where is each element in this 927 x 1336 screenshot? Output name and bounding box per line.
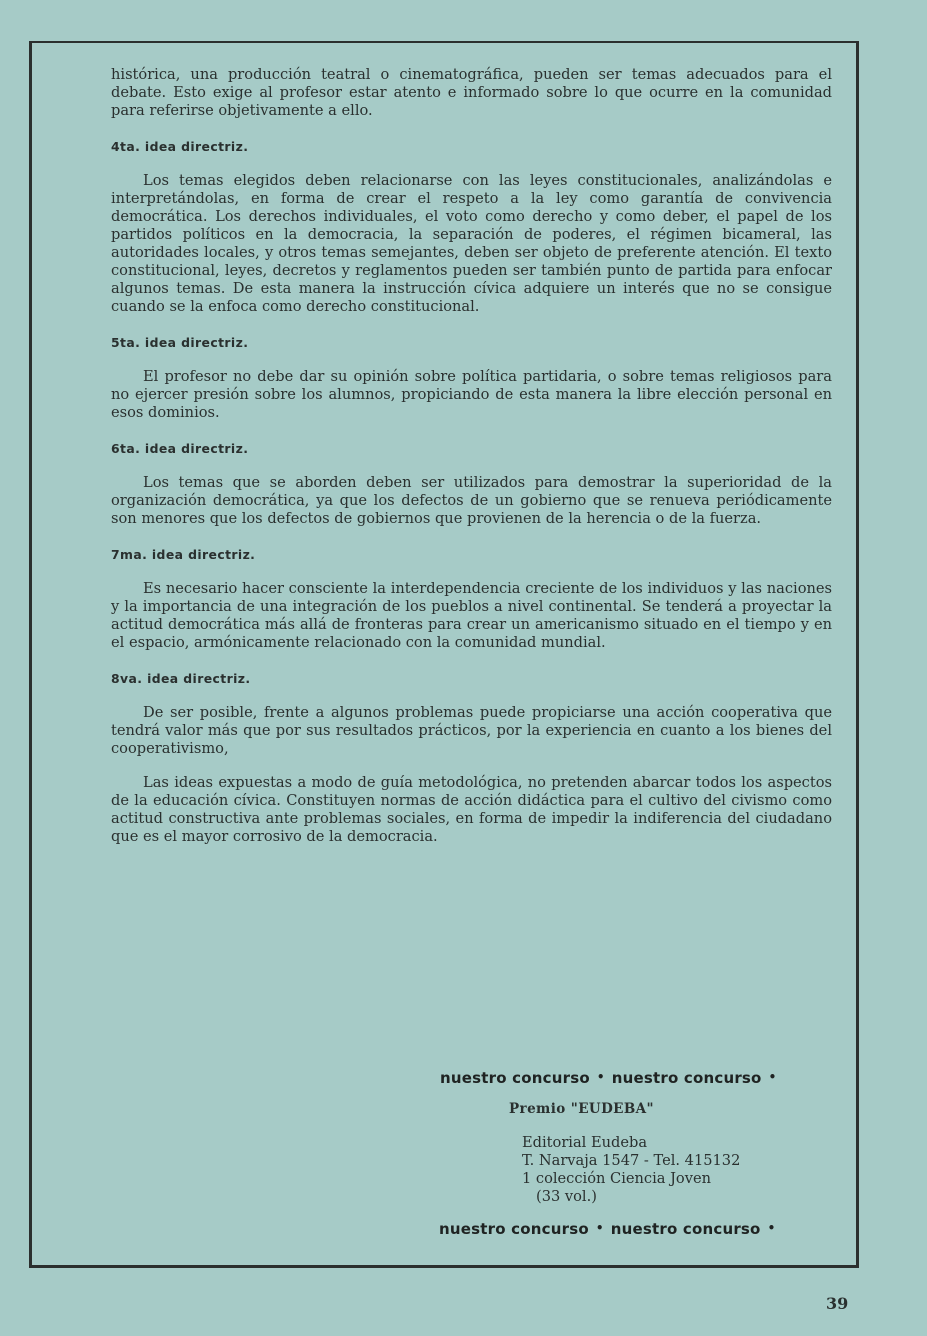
section-5-paragraph: El profesor no debe dar su opinión sobre política partidaria, o sobre temas religiosos para no ejercer presión sobre los alumnos, propiciando de esta manera la libre elección personal en esos dominios. <box>111 368 832 421</box>
section-heading-4: 4ta. idea directriz. <box>111 139 249 154</box>
bullet-icon: • <box>595 1221 604 1235</box>
section-8-paragraph: De ser posible, frente a algunos problemas puede propiciarse una acción cooperativa que tendrá valor más que por sus resultados prácticos, por la experiencia en cuanto a los bienes del cooperativismo, <box>111 704 832 757</box>
contest-banner-text: nuestro concurso <box>440 1069 590 1087</box>
section-7-paragraph: Es necesario hacer consciente la interdependencia creciente de los individuos y las naciones y la importancia de una integración de los pueblos a nivel continental. Se tenderá a proyectar la actitud democrática más allá de fronteras para crear un americanismo situado en el tiempo y en el espacio, armónicamente relacionado con la comunidad mundial. <box>111 580 832 651</box>
contest-banner-text: nuestro concurso <box>610 1220 761 1238</box>
article-body <box>111 66 832 846</box>
contest-banner-top <box>440 1069 840 1087</box>
section-6-paragraph: Los temas que se aborden deben ser utilizados para demostrar la superioridad de la organización democrática, ya que los defectos de un gobierno que se renueva periódicamente son menores que los defectos de gobiernos que provienen de la herencia o de la fuerza. <box>111 474 832 527</box>
publisher-street: T. Narvaja 1547 - Tel. 415132 <box>522 1152 741 1169</box>
section-heading-5: 5ta. idea directriz. <box>111 335 249 350</box>
publisher-address <box>522 1134 740 1206</box>
bullet-icon: • <box>767 1221 776 1235</box>
bullet-icon: • <box>768 1070 777 1084</box>
bullet-icon: • <box>596 1070 605 1084</box>
contest-banner-bottom <box>439 1220 839 1238</box>
prize-collection: 1 colección Ciencia Joven <box>522 1170 711 1187</box>
section-heading-6: 6ta. idea directriz. <box>111 441 249 456</box>
intro-paragraph: histórica, una producción teatral o cinematográfica, pueden ser temas adecuados para el debate. Esto exige al profesor estar atento e informado sobre lo que ocurre en la comunidad para referirse objetivamente a ello. <box>111 66 832 119</box>
page-number: 39 <box>826 1294 849 1313</box>
prize-title: Premio "EUDEBA" <box>509 1101 654 1117</box>
contest-banner-text: nuestro concurso <box>611 1069 762 1087</box>
prize-volumes: (33 vol.) <box>536 1188 597 1205</box>
contest-banner-text: nuestro concurso <box>439 1220 589 1238</box>
section-heading-7: 7ma. idea directriz. <box>111 547 256 562</box>
section-heading-8: 8va. idea directriz. <box>111 671 251 686</box>
section-4-paragraph: Los temas elegidos deben relacionarse con las leyes constitucionales, analizándolas e interpretándolas, en forma de crear el respeto a la ley como garantía de convivencia democrática. Los derechos individuales, el voto como derecho y como deber, el papel de los partidos políticos en la democracia, la separación de poderes, el régimen bicameral, las autoridades locales, y otros temas semejantes, deben ser objeto de preferente atención. El texto constitucional, leyes, decretos y reglamentos pueden ser también punto de partida para enfocar algunos temas. De esta manera la instrucción cívica adquiere un interés que no se consigue cuando se la enfoca como derecho constitucional. <box>111 172 832 315</box>
publisher-name: Editorial Eudeba <box>522 1134 648 1151</box>
closing-paragraph: Las ideas expuestas a modo de guía metodológica, no pretenden abarcar todos los aspectos de la educación cívica. Constituyen normas de acción didáctica para el cultivo del civismo como actitud constructiva ante problemas sociales, en forma de impedir la indiferencia del ciudadano que es el mayor corrosivo de la democracia. <box>111 774 832 845</box>
